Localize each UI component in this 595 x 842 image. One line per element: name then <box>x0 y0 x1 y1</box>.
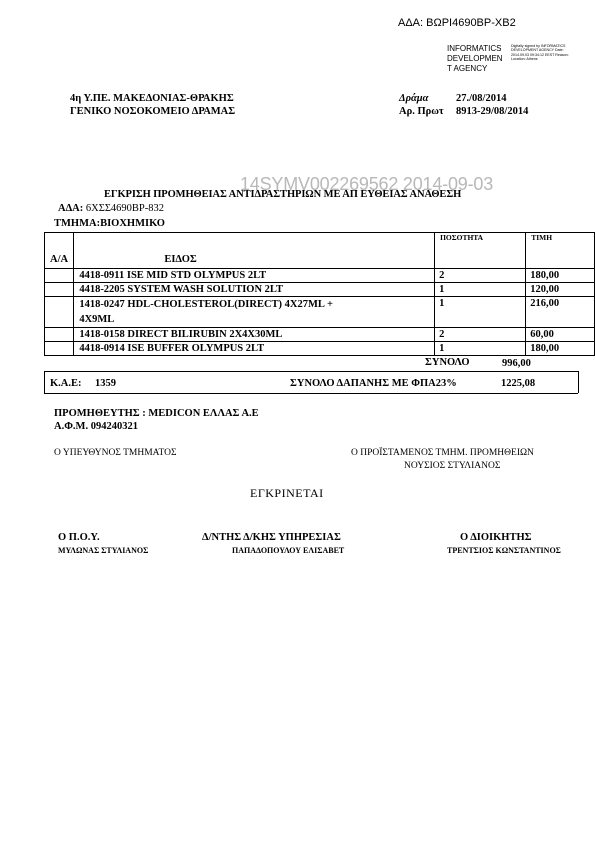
signature-name-governor: ΤΡΕΝΤΣΙΟΣ ΚΩΝΣΤΑΝΤΙΝΟΣ <box>447 546 561 555</box>
item-description <box>74 297 435 328</box>
item-price: 216,00 <box>526 297 595 328</box>
total-label: ΣΥΝΟΛΟ <box>425 357 470 368</box>
table-row <box>45 297 595 328</box>
protocol-label: Αρ. Πρωτ <box>399 106 444 117</box>
procurement-head-title: Ο ΠΡΟΪΣΤΑΜΕΝΟΣ ΤΜΗΜ. ΠΡΟΜΗΘΕΙΩΝ <box>351 448 534 458</box>
item-quantity: 1 <box>435 297 526 328</box>
responsible-department: Ο ΥΠΕΥΘΥΝΟΣ ΤΜΗΜΑΤΟΣ <box>54 448 177 458</box>
ada-label: ΑΔΑ: <box>58 203 84 214</box>
item-quantity: 1 <box>435 283 526 297</box>
signature-name-director: ΠΑΠΑΔΟΠΟΥΛΟΥ ΕΛΙΣΑΒΕΤ <box>232 546 345 555</box>
ada-header: ΑΔΑ: ΒΩΡΙ4690ΒΡ-ΧΒ2 <box>398 17 516 29</box>
signature-title-poy: Ο Π.Ο.Υ. <box>58 532 100 543</box>
header-item: ΕΙΔΟΣ <box>74 233 435 269</box>
issuer-line-1: 4η Υ.ΠΕ. ΜΑΚΕΔΟΝΙΑΣ-ΘΡΑΚΗΣ <box>70 93 234 104</box>
stamp-details: Digitally signed by INFORMATICS DEVELOPMENT AGENCY Date: 2014.09.03 09:34:12 EEST Reason: Location: Athens <box>511 44 569 61</box>
total-value: 996,00 <box>502 358 531 369</box>
items-table <box>44 232 595 356</box>
issuer-line-2: ΓΕΝΙΚΟ ΝΟΣΟΚΟΜΕΙΟ ΔΡΑΜΑΣ <box>70 106 236 117</box>
item-description: 4418-0914 ISE BUFFER OLYMPUS 2LT <box>74 342 435 356</box>
supplier-name: MEDICON ΕΛΛΑΣ Α.Ε <box>148 408 259 419</box>
stamp-organization: INFORMATICS DEVELOPMEN T AGENCY <box>447 44 503 73</box>
header-aa: Α/Α <box>45 233 74 269</box>
kae-value: 1359 <box>95 378 116 389</box>
totals-divider <box>44 371 578 372</box>
table-row <box>45 342 595 356</box>
item-quantity: 2 <box>435 269 526 283</box>
item-price: 120,00 <box>526 283 595 297</box>
header-price: ΤΙΜΗ <box>526 233 595 269</box>
item-description: 1418-0158 DIRECT BILIRUBIN 2X4X30ML <box>74 328 435 342</box>
header-quantity: ΠΟΣΟΤΗΤΑ <box>435 233 526 269</box>
item-price: 180,00 <box>526 342 595 356</box>
item-description-line-2: 4X9ML <box>79 314 115 325</box>
item-price: 180,00 <box>526 269 595 283</box>
date-value: 27./08/2014 <box>456 93 507 104</box>
procurement-head-name: ΝΟΥΣΙΟΣ ΣΤΥΛΙΑΝΟΣ <box>404 461 501 471</box>
ada-value: 6ΧΣΣ4690ΒΡ-832 <box>85 203 165 214</box>
department: ΤΜΗΜΑ:ΒΙΟΧΗΜΙΚΟ <box>54 218 165 229</box>
approved-heading: ΕΓΚΡΙΝΕΤΑΙ <box>250 486 324 500</box>
item-description: 4418-2205 SYSTEM WASH SOLUTION 2LT <box>74 283 435 297</box>
item-description-line-1: 1418-0247 HDL-CHOLESTEROL(DIRECT) 4X27ML + <box>79 299 333 310</box>
watermark-text: 14SYMV002269562 2014-09-03 <box>240 174 494 194</box>
item-description: 4418-0911 ISE MID STD OLYMPUS 2LT <box>74 269 435 283</box>
afm-label: Α.Φ.Μ. <box>54 421 89 432</box>
table-row <box>45 269 595 283</box>
vat-total-value: 1225,08 <box>501 378 536 389</box>
table-header-row <box>45 233 595 269</box>
item-price: 60,00 <box>526 328 595 342</box>
table-row <box>45 283 595 297</box>
supplier-label: ΠΡΟΜΗΘΕΥΤΗΣ : <box>54 408 146 419</box>
vat-total-label: ΣΥΝΟΛΟ ΔΑΠΑΝΗΣ ΜΕ ΦΠΑ23% <box>290 378 457 389</box>
item-quantity: 1 <box>435 342 526 356</box>
protocol-value: 8913-29/08/2014 <box>456 106 529 117</box>
signature-title-director: Δ/ΝΤΗΣ Δ/ΚΗΣ ΥΠΗΡΕΣΙΑΣ <box>202 532 341 543</box>
supplier-line <box>54 408 259 419</box>
digital-signature-stamp <box>447 44 577 76</box>
table-bottom-border <box>44 393 578 394</box>
signature-title-governor: Ο ΔΙΟΙΚΗΤΗΣ <box>460 532 532 543</box>
document-title: ΕΓΚΡΙΣΗ ΠΡΟΜΗΘΕΙΑΣ ΑΝΤΙΔΡΑΣΤΗΡΙΩΝ ΜΕ ΑΠ ΕΥΘΕΙΑΣ ΑΝΑΘΕΣΗ <box>104 189 462 200</box>
kae-label: Κ.Α.Ε: <box>50 378 82 389</box>
item-quantity: 2 <box>435 328 526 342</box>
signature-name-poy: ΜΥΛΩΝΑΣ ΣΤΥΛΙΑΝΟΣ <box>58 546 149 555</box>
afm-line <box>54 421 138 432</box>
table-left-border <box>44 371 45 393</box>
table-row <box>45 328 595 342</box>
table-right-border <box>578 371 579 393</box>
date-label: Δράμα <box>399 93 429 104</box>
afm-value: 094240321 <box>90 421 138 432</box>
ada-line <box>58 203 164 214</box>
